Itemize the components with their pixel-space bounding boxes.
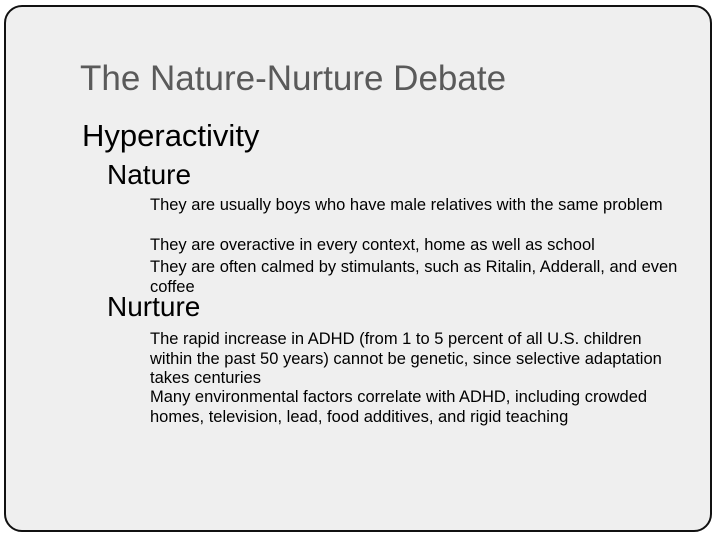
list-item xyxy=(132,388,692,448)
list-item xyxy=(132,258,692,298)
section-heading-nurture xyxy=(107,293,200,321)
list-item xyxy=(132,236,692,256)
list-item-text: They are often calmed by stimulants, such as Ritalin, Adderall, and even coffee xyxy=(150,258,678,296)
section-heading-nature xyxy=(107,161,191,189)
list-item-text: Many environmental factors correlate with ADHD, including crowded homes, television, lead, food additives, and rigid teaching xyxy=(150,388,648,426)
topic-label: Hyperactivity xyxy=(82,118,260,153)
slide-title: The Nature-Nurture Debate xyxy=(80,59,507,98)
section-heading-label: Nurture xyxy=(107,291,201,322)
slide xyxy=(4,5,712,532)
list-item xyxy=(132,330,692,390)
list-item-text: The rapid increase in ADHD (from 1 to 5 percent of all U.S. children within the past 50 years) cannot be genetic, since selective adaptation takes centuries xyxy=(150,330,662,387)
section-heading-label: Nature xyxy=(107,159,192,190)
list-item-text: They are usually boys who have male relatives with the same problem xyxy=(150,196,663,214)
topic-bullet xyxy=(82,120,259,151)
list-item xyxy=(132,196,692,236)
list-item-text: They are overactive in every context, home as well as school xyxy=(150,236,595,254)
